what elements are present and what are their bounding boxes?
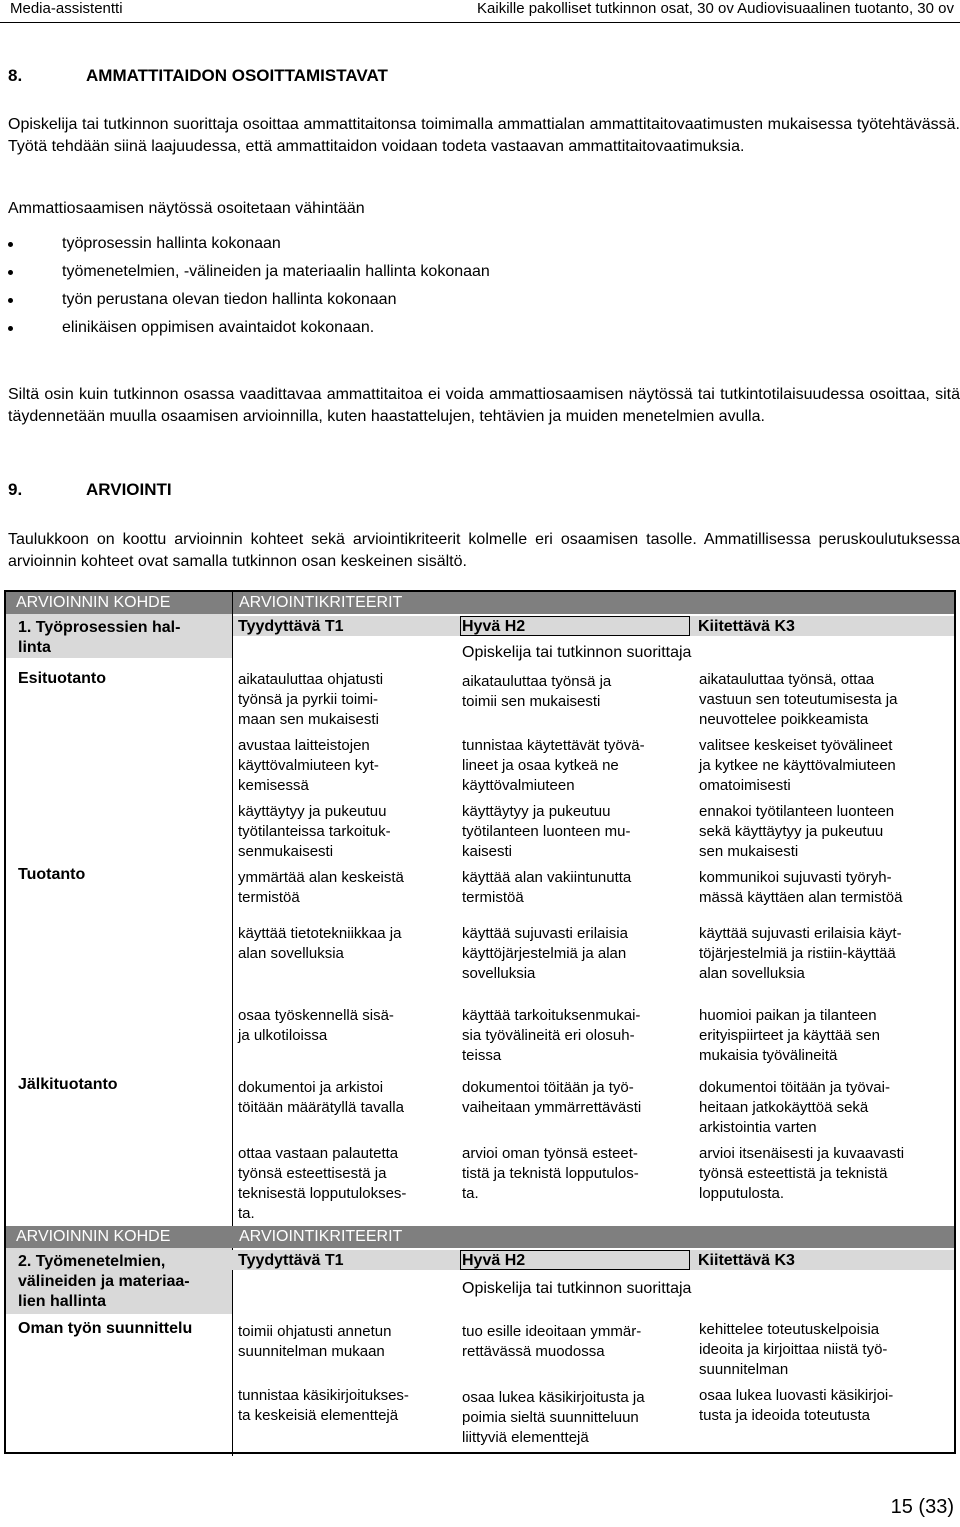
bullet-icon: [8, 326, 13, 331]
table-header-band: [6, 592, 954, 614]
table-cell: aikatauluttaa työnsä ja toimii sen mukaisesti: [462, 673, 612, 710]
level-h2: Hyvä H2: [462, 618, 526, 635]
section-number: 9.: [8, 480, 23, 499]
table-cell: dokumentoi töitään ja työvai- heitaan jatkokäyttöä sekä arkistointia varten: [699, 1079, 890, 1136]
table-cell: avustaa laitteistojen käyttövalmiuteen kyt- kemisessä: [238, 737, 379, 794]
table-cell: käyttää alan vakiintunutta termistöä: [462, 869, 632, 906]
column-header-kohde: ARVIOINNIN KOHDE: [16, 594, 171, 611]
table-cell: dokumentoi töitään ja työ- vaiheitaan ymmärrettävästi: [462, 1079, 642, 1116]
section-title: ARVIOINTI: [86, 480, 172, 499]
table-cell: toimii ohjatusti annetun suunnitelman mukaan: [238, 1323, 392, 1360]
table-cell: käyttää tietotekniikkaa ja alan sovelluksia: [238, 925, 402, 962]
column-header-kriteerit: ARVIOINTIKRITEERIT: [239, 594, 403, 611]
table-cell: aikatauluttaa ohjatusti työnsä ja pyrkii toimi- maan sen mukaisesti: [238, 671, 384, 728]
bullet-icon: [8, 298, 13, 303]
category-label: 2. Työmenetelmien, välineiden ja materiaa- lien hallinta: [18, 1253, 190, 1310]
table-cell: käyttäytyy ja pukeutuu työtilanteissa tarkoituk- senmukaisesti: [238, 803, 391, 860]
table-cell: aikatauluttaa työnsä, ottaa vastuun sen toteutumisesta ja neuvottelee poikkeamista: [699, 671, 898, 728]
subheader: Opiskelija tai tutkinnon suorittaja: [462, 644, 692, 661]
table-cell: dokumentoi ja arkistoi töitään määrätyllä tavalla: [238, 1079, 404, 1116]
table-cell: käyttää tarkoituksenmukai- sia työvälineitä eri olosuh- teissa: [462, 1007, 641, 1064]
header-rule: [0, 22, 960, 23]
table-cell: osaa työskennellä sisä- ja ulkotiloissa: [238, 1007, 394, 1044]
table-cell: tuo esille ideoitaan ymmär- rettävässä muodossa: [462, 1323, 642, 1360]
table-header-band-2: [6, 1226, 954, 1248]
table-cell: osaa lukea käsikirjoitusta ja poimia sieltä suunnitteluun liittyviä elementtejä: [462, 1389, 645, 1446]
table-cell: arvioi oman työnsä esteet- tistä ja teknistä lopputulos- ta.: [462, 1145, 639, 1202]
bullet-icon: [8, 242, 13, 247]
row-label-tuotanto: Tuotanto: [18, 866, 86, 883]
page-header: [0, 0, 960, 22]
table-cell: arvioi itsenäisesti ja kuvaavasti työnsä esteettistä ja teknistä lopputulosta.: [699, 1145, 905, 1202]
table-cell: ennakoi työtilanteen luonteen sekä käyttäytyy ja pukeutuu sen mukaisesti: [699, 803, 895, 860]
table-cell: kommunikoi sujuvasti työryh- mässä käyttäen alan termistöä: [699, 869, 903, 906]
section-8-paragraph-2: Siltä osin kuin tutkinnon osassa vaadittavaa ammattitaitoa ei voida ammattiosaamisen näytössä tai tutkintotilaisuudessa osoittaa, sitä täydennetään muulla osaamisen arvioinnilla, kuten haastattelujen, tehtävien ja muiden menetelmien avulla.: [8, 386, 960, 425]
table-cell: käyttää sujuvasti erilaisia käyt- töjärjestelmiä ja ristiin-käyttää alan sovelluksia: [699, 925, 902, 982]
header-left: Media-assistentti: [10, 0, 123, 17]
bullet-icon: [8, 270, 13, 275]
page-number: 15 (33): [890, 1496, 954, 1518]
section-9-heading: [8, 480, 172, 500]
section-9-paragraph: Taulukkoon on koottu arvioinnin kohteet sekä arviointikriteerit kolmelle eri osaamisen tasolle. Ammatillisessa peruskoulutuksessa arvioinnin kohteet ovat samalla tutkinnon osan keskeinen sisältö.: [8, 531, 960, 570]
level-k3: Kiitettävä K3: [698, 618, 795, 635]
table-cell: ottaa vastaan palautetta työnsä esteettisestä ja teknisestä lopputulokses- ta.: [238, 1145, 407, 1222]
table-cell: valitsee keskeiset työvälineet ja kytkee ne käyttövalmiuteen omatoimisesti: [699, 737, 896, 794]
table-cell: tunnistaa käytettävät työvä- lineet ja osaa kytkeä ne käyttövalmiuteen: [462, 737, 645, 794]
header-right: Kaikille pakolliset tutkinnon osat, 30 ov Audiovisuaalinen tuotanto, 30 ov: [477, 0, 954, 17]
table-cell: osaa lukea luovasti käsikirjoi- tusta ja ideoida toteutusta: [699, 1387, 894, 1424]
column-header-kriteerit: ARVIOINTIKRITEERIT: [239, 1228, 403, 1245]
section-8-paragraph-1: Opiskelija tai tutkinnon suorittaja osoittaa ammattitaitonsa toimimalla ammattialan ammattitaitovaatimusten mukaisessa työtehtävässä. Työtä tehdään siinä laajuudessa, että ammattitaidon voidaan todeta vastaavan ammattitaitovaatimuksia.: [8, 116, 960, 155]
level-t1: Tyydyttävä T1: [238, 618, 344, 635]
table-cell: ymmärtää alan keskeistä termistöä: [238, 869, 404, 906]
section-title: AMMATTITAIDON OSOITTAMISTAVAT: [86, 66, 388, 85]
assessment-table: [4, 590, 956, 1454]
level-h2: Hyvä H2: [462, 1252, 526, 1269]
row-label-jalkituotanto: Jälkituotanto: [18, 1076, 118, 1093]
section-8-heading: [8, 66, 388, 86]
level-t1: Tyydyttävä T1: [238, 1252, 344, 1269]
table-cell: käyttää sujuvasti erilaisia käyttöjärjestelmiä ja alan sovelluksia: [462, 925, 628, 982]
column-header-kohde: ARVIOINNIN KOHDE: [16, 1228, 171, 1245]
section-number: 8.: [8, 66, 23, 85]
section-8-intro: Ammattiosaamisen näytössä osoitetaan vähintään: [8, 200, 365, 217]
table-cell: tunnistaa käsikirjoitukses- ta keskeisiä elementtejä: [238, 1387, 409, 1424]
row-label-esituotanto: Esituotanto: [18, 670, 106, 687]
row-label-oman-tyon-suunnittelu: Oman työn suunnittelu: [18, 1320, 193, 1337]
subheader: Opiskelija tai tutkinnon suorittaja: [462, 1280, 692, 1297]
category-label: 1. Työprosessien hal- linta: [18, 619, 181, 656]
table-cell: kehittelee toteutuskelpoisia ideoita ja kirjoittaa niistä työ- suunnitelman: [699, 1321, 888, 1378]
level-k3: Kiitettävä K3: [698, 1252, 795, 1269]
table-cell: huomioi paikan ja tilanteen erityispiirteet ja käyttää sen mukaisia työvälineitä: [699, 1007, 880, 1064]
table-cell: käyttäytyy ja pukeutuu työtilanteen luonteen mu- kaisesti: [462, 803, 631, 860]
